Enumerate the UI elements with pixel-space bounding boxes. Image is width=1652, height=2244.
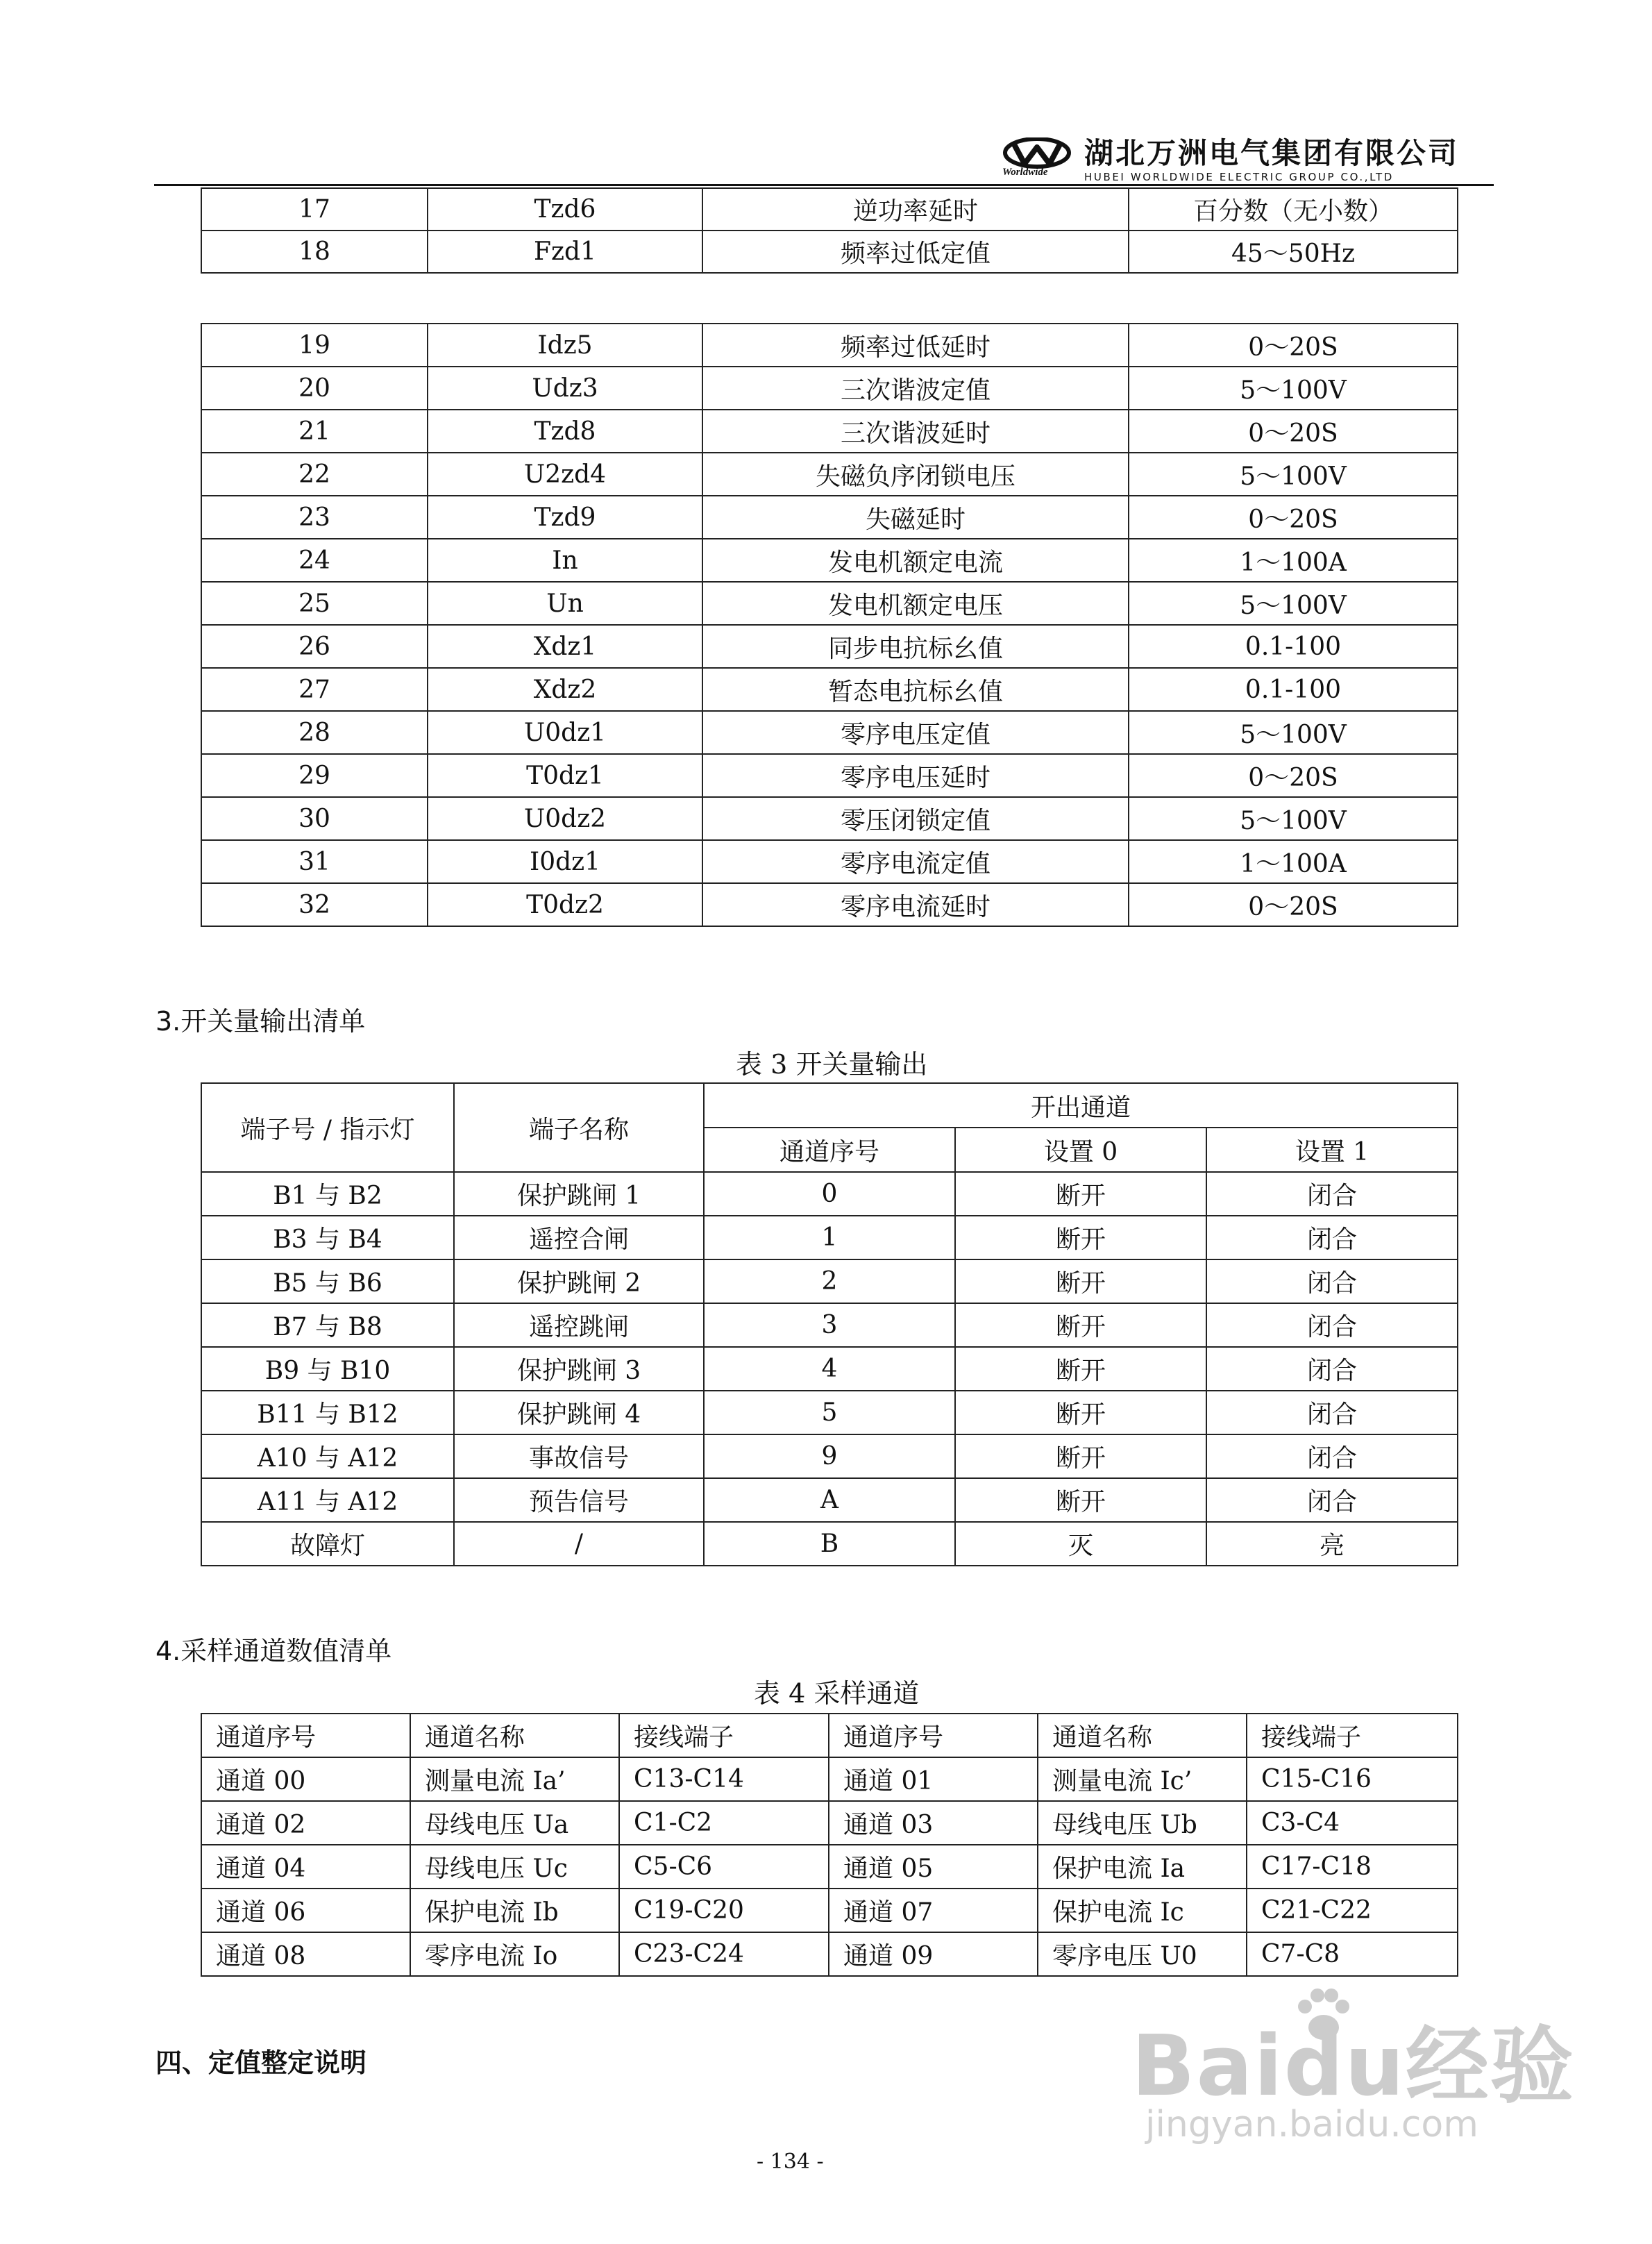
settings-row <box>201 539 1458 582</box>
table-cell: 失磁延时 <box>702 496 1129 539</box>
settings-row <box>201 668 1458 711</box>
baidu-watermark <box>1131 1986 1590 2145</box>
table-cell: 1～100A <box>1129 840 1458 883</box>
switch-output-row <box>201 1522 1458 1566</box>
table-cell: 零序电压延时 <box>702 754 1129 797</box>
table-cell: 通道 08 <box>201 1932 410 1976</box>
header-setting-0: 设置 0 <box>955 1128 1206 1172</box>
table-cell: 断开 <box>955 1216 1206 1259</box>
table-cell: 预告信号 <box>454 1478 704 1522</box>
table-cell: C5-C6 <box>619 1845 829 1889</box>
table-cell: 频率过低定值 <box>702 231 1129 273</box>
column-header: 通道序号 <box>829 1714 1038 1757</box>
settings-row <box>201 840 1458 883</box>
table-cell: 逆功率延时 <box>702 188 1129 231</box>
section-3-heading: 3.开关量输出清单 <box>155 1006 366 1037</box>
table-cell: 发电机额定电压 <box>702 582 1129 625</box>
settings-row <box>201 453 1458 496</box>
table-cell: U0dz2 <box>428 797 702 840</box>
table-cell: 三次谐波延时 <box>702 410 1129 453</box>
table-cell: B5 与 B6 <box>201 1259 454 1303</box>
table-cell: 0.1-100 <box>1129 668 1458 711</box>
table-cell: 母线电压 Ua <box>410 1801 619 1845</box>
company-name-cn: 湖北万洲电气集团有限公司 <box>1084 136 1460 170</box>
section-4-heading: 4.采样通道数值清单 <box>155 1636 392 1666</box>
table-cell: 闭合 <box>1206 1347 1458 1391</box>
table-cell: 三次谐波定值 <box>702 367 1129 410</box>
table-cell: 遥控跳闸 <box>454 1303 704 1347</box>
table-cell: 0～20S <box>1129 410 1458 453</box>
table-cell: 45～50Hz <box>1129 231 1458 273</box>
table-cell: 保护跳闸 3 <box>454 1347 704 1391</box>
table-cell: 5～100V <box>1129 582 1458 625</box>
table-cell: Xdz1 <box>428 625 702 668</box>
table-cell: Tzd8 <box>428 410 702 453</box>
table-cell: 24 <box>201 539 428 582</box>
table-cell: 5～100V <box>1129 711 1458 754</box>
table-cell: 断开 <box>955 1259 1206 1303</box>
table-cell: 暂态电抗标幺值 <box>702 668 1129 711</box>
table-cell: 灭 <box>955 1522 1206 1566</box>
table-cell: 0.1-100 <box>1129 625 1458 668</box>
table-cell: 20 <box>201 367 428 410</box>
table-cell: 21 <box>201 410 428 453</box>
table-cell: C21-C22 <box>1247 1889 1458 1932</box>
table-3-caption: 表 3 开关量输出 <box>736 1049 928 1080</box>
table-cell: 通道 03 <box>829 1801 1038 1845</box>
switch-output-table <box>201 1082 1458 1566</box>
table-cell: I0dz1 <box>428 840 702 883</box>
table-cell: 通道 06 <box>201 1889 410 1932</box>
header-output-channel-group: 开出通道 <box>704 1083 1458 1128</box>
table-cell: C7-C8 <box>1247 1932 1458 1976</box>
table-cell: 4 <box>704 1347 955 1391</box>
table-cell: C19-C20 <box>619 1889 829 1932</box>
settings-row <box>201 883 1458 926</box>
settings-row <box>201 231 1458 273</box>
section-settings-explanation-heading: 四、定值整定说明 <box>155 2048 367 2078</box>
table-cell: Udz3 <box>428 367 702 410</box>
table-cell: 通道 02 <box>201 1801 410 1845</box>
table-cell: 0～20S <box>1129 754 1458 797</box>
table-cell: 零序电流定值 <box>702 840 1129 883</box>
sampling-row <box>201 1932 1458 1976</box>
table-cell: 闭合 <box>1206 1478 1458 1522</box>
settings-row <box>201 496 1458 539</box>
table-cell: 闭合 <box>1206 1172 1458 1216</box>
table-cell: 遥控合闸 <box>454 1216 704 1259</box>
column-header: 通道序号 <box>201 1714 410 1757</box>
table-cell: 断开 <box>955 1172 1206 1216</box>
table-cell: 0～20S <box>1129 496 1458 539</box>
table-cell: B3 与 B4 <box>201 1216 454 1259</box>
table-cell: 闭合 <box>1206 1303 1458 1347</box>
table-cell: A11 与 A12 <box>201 1478 454 1522</box>
table-cell: Tzd9 <box>428 496 702 539</box>
table-cell: 事故信号 <box>454 1434 704 1478</box>
table-cell: 零序电流延时 <box>702 883 1129 926</box>
sampling-row <box>201 1845 1458 1889</box>
table-cell: 百分数（无小数） <box>1129 188 1458 231</box>
column-header: 通道名称 <box>410 1714 619 1757</box>
table-cell: 母线电压 Uc <box>410 1845 619 1889</box>
table-cell: B1 与 B2 <box>201 1172 454 1216</box>
settings-row <box>201 797 1458 840</box>
table-cell: Tzd6 <box>428 188 702 231</box>
table-cell: 零压闭锁定值 <box>702 797 1129 840</box>
table-cell: 通道 00 <box>201 1757 410 1801</box>
table-cell: 27 <box>201 668 428 711</box>
table-cell: 断开 <box>955 1434 1206 1478</box>
switch-output-row <box>201 1347 1458 1391</box>
table-cell: 5～100V <box>1129 453 1458 496</box>
table-cell: Un <box>428 582 702 625</box>
table-cell: 闭合 <box>1206 1259 1458 1303</box>
table-cell: 保护跳闸 4 <box>454 1391 704 1434</box>
table-cell: 故障灯 <box>201 1522 454 1566</box>
table-cell: T0dz1 <box>428 754 702 797</box>
column-header: 接线端子 <box>619 1714 829 1757</box>
table-cell: 断开 <box>955 1391 1206 1434</box>
table-cell: 保护电流 Ib <box>410 1889 619 1932</box>
settings-row <box>201 367 1458 410</box>
table-cell: 9 <box>704 1434 955 1478</box>
table-cell: C13-C14 <box>619 1757 829 1801</box>
table-cell: 5～100V <box>1129 797 1458 840</box>
settings-row <box>201 188 1458 231</box>
settings-row <box>201 625 1458 668</box>
table-cell: 保护电流 Ic <box>1038 1889 1247 1932</box>
switch-output-row <box>201 1216 1458 1259</box>
header-channel-number: 通道序号 <box>704 1128 955 1172</box>
table-cell: 测量电流 Ic’ <box>1038 1757 1247 1801</box>
header-setting-1: 设置 1 <box>1206 1128 1458 1172</box>
table-cell: 通道 07 <box>829 1889 1038 1932</box>
table-4-caption: 表 4 采样通道 <box>754 1678 920 1709</box>
table-cell: 母线电压 Ub <box>1038 1801 1247 1845</box>
switch-output-row <box>201 1391 1458 1434</box>
settings-table-b <box>201 323 1458 927</box>
table-cell: 5 <box>704 1391 955 1434</box>
table-cell: 零序电压定值 <box>702 711 1129 754</box>
table-cell: 0～20S <box>1129 324 1458 367</box>
table-cell: 断开 <box>955 1478 1206 1522</box>
table-cell: Fzd1 <box>428 231 702 273</box>
table-cell: 测量电流 Ia’ <box>410 1757 619 1801</box>
table-cell: B9 与 B10 <box>201 1347 454 1391</box>
settings-row <box>201 324 1458 367</box>
table-cell: B <box>704 1522 955 1566</box>
table-cell: 频率过低延时 <box>702 324 1129 367</box>
table-cell: C3-C4 <box>1247 1801 1458 1845</box>
table-cell: 零序电压 U0 <box>1038 1932 1247 1976</box>
table-cell: 25 <box>201 582 428 625</box>
table-cell: C17-C18 <box>1247 1845 1458 1889</box>
header-rule <box>154 184 1494 186</box>
sampling-row <box>201 1757 1458 1801</box>
table-cell: 保护电流 Ia <box>1038 1845 1247 1889</box>
table-cell: 闭合 <box>1206 1391 1458 1434</box>
settings-table-a <box>201 187 1458 274</box>
table-cell: 22 <box>201 453 428 496</box>
table-cell: 0～20S <box>1129 883 1458 926</box>
switch-output-row <box>201 1478 1458 1522</box>
table-cell: 通道 05 <box>829 1845 1038 1889</box>
table-cell: T0dz2 <box>428 883 702 926</box>
page-header <box>154 132 1494 186</box>
table-cell: C1-C2 <box>619 1801 829 1845</box>
table-cell: U2zd4 <box>428 453 702 496</box>
logo-subtitle: Worldwide <box>1002 167 1048 178</box>
table-cell: 0 <box>704 1172 955 1216</box>
table-cell: 18 <box>201 231 428 273</box>
table-cell: 断开 <box>955 1303 1206 1347</box>
company-name-en: HUBEI WORLDWIDE ELECTRIC GROUP CO.,LTD <box>1084 171 1394 183</box>
table-cell: 3 <box>704 1303 955 1347</box>
settings-row <box>201 754 1458 797</box>
table-cell: 17 <box>201 188 428 231</box>
table-cell: 零序电流 Io <box>410 1932 619 1976</box>
sampling-channel-table <box>201 1713 1458 1977</box>
switch-output-row <box>201 1303 1458 1347</box>
table-cell: 26 <box>201 625 428 668</box>
table-cell: 2 <box>704 1259 955 1303</box>
company-logo <box>1001 137 1459 181</box>
table-cell: 31 <box>201 840 428 883</box>
table-cell: 28 <box>201 711 428 754</box>
page-number: - 134 - <box>757 2150 824 2174</box>
table-cell: 5～100V <box>1129 367 1458 410</box>
table-cell: In <box>428 539 702 582</box>
table-cell: 通道 01 <box>829 1757 1038 1801</box>
table-cell: A10 与 A12 <box>201 1434 454 1478</box>
table-cell: 保护跳闸 1 <box>454 1172 704 1216</box>
table-cell: 闭合 <box>1206 1434 1458 1478</box>
header-terminal: 端子号 / 指示灯 <box>201 1083 454 1172</box>
table-cell: 亮 <box>1206 1522 1458 1566</box>
table-cell: Xdz2 <box>428 668 702 711</box>
switch-output-row <box>201 1259 1458 1303</box>
table-cell: B11 与 B12 <box>201 1391 454 1434</box>
table-cell: 保护跳闸 2 <box>454 1259 704 1303</box>
table-cell: 23 <box>201 496 428 539</box>
table-cell: 30 <box>201 797 428 840</box>
switch-output-row <box>201 1172 1458 1216</box>
watermark-brand: Baidu经验 <box>1131 2018 1575 2115</box>
settings-row <box>201 410 1458 453</box>
table-cell: 闭合 <box>1206 1216 1458 1259</box>
table-cell: Idz5 <box>428 324 702 367</box>
table-cell: 断开 <box>955 1347 1206 1391</box>
sampling-row <box>201 1801 1458 1845</box>
table-cell: A <box>704 1478 955 1522</box>
table-cell: / <box>454 1522 704 1566</box>
column-header: 接线端子 <box>1247 1714 1458 1757</box>
switch-output-row <box>201 1434 1458 1478</box>
table-cell: 32 <box>201 883 428 926</box>
table-cell: B7 与 B8 <box>201 1303 454 1347</box>
table-cell: 同步电抗标幺值 <box>702 625 1129 668</box>
table-cell: 19 <box>201 324 428 367</box>
table-cell: 1 <box>704 1216 955 1259</box>
table-cell: 失磁负序闭锁电压 <box>702 453 1129 496</box>
column-header: 通道名称 <box>1038 1714 1247 1757</box>
table-cell: 29 <box>201 754 428 797</box>
table-cell: U0dz1 <box>428 711 702 754</box>
watermark-url: jingyan.baidu.com <box>1145 2104 1478 2145</box>
table-cell: 发电机额定电流 <box>702 539 1129 582</box>
table-cell: C15-C16 <box>1247 1757 1458 1801</box>
table-cell: 通道 09 <box>829 1932 1038 1976</box>
settings-row <box>201 582 1458 625</box>
sampling-row <box>201 1889 1458 1932</box>
header-terminal-name: 端子名称 <box>454 1083 704 1172</box>
table-cell: 1～100A <box>1129 539 1458 582</box>
table-cell: 通道 04 <box>201 1845 410 1889</box>
sampling-header-row <box>201 1714 1458 1757</box>
settings-row <box>201 711 1458 754</box>
table-cell: C23-C24 <box>619 1932 829 1976</box>
